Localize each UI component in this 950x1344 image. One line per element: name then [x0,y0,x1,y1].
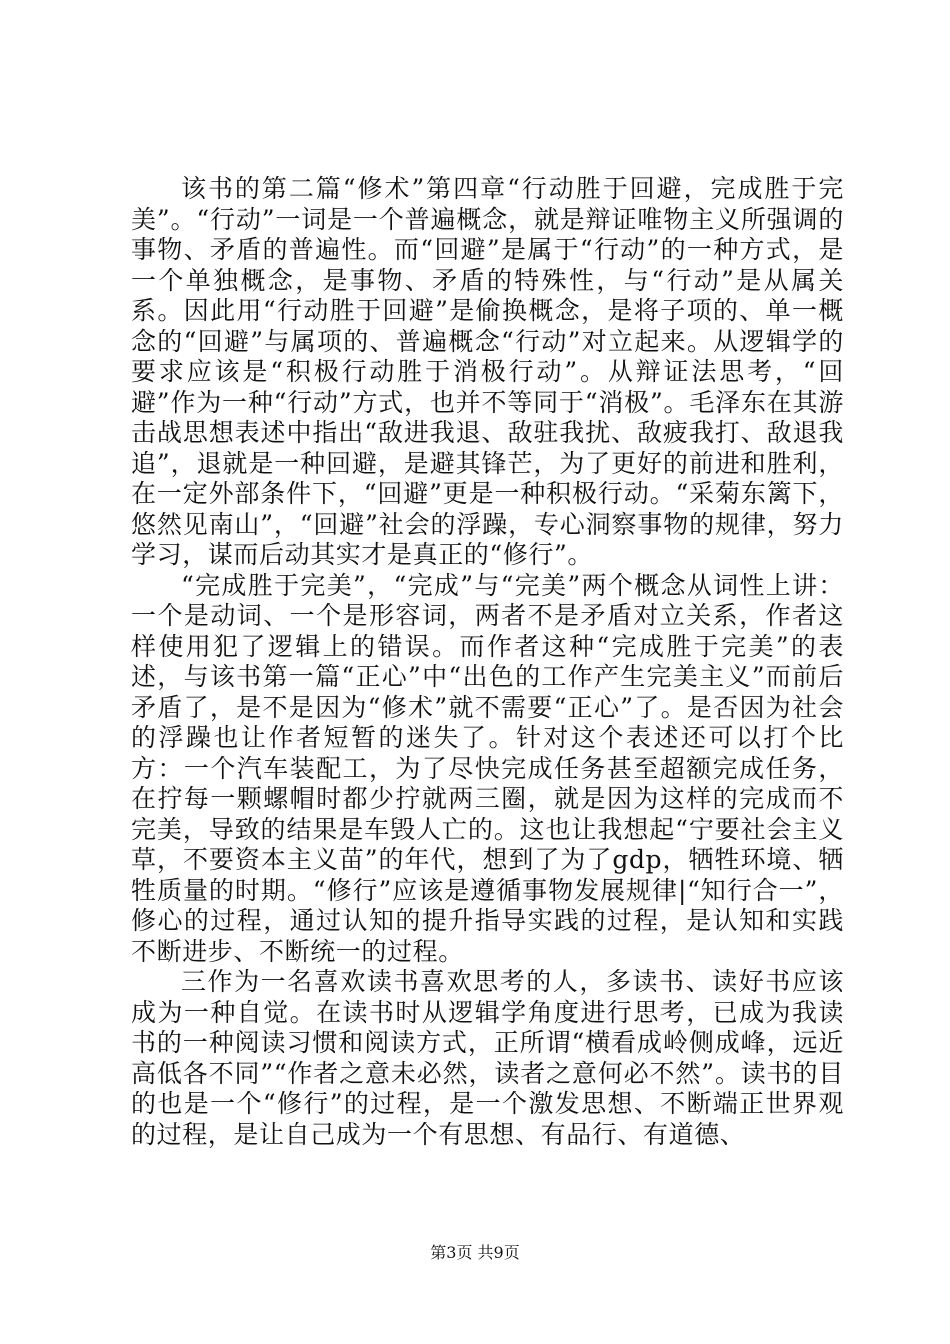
paragraph-1: 该书的第二篇“修术”第四章“行动胜于回避，完成胜于完美”。“行动”一词是一个普遍概念，就是辩证唯物主义所强调的事物、矛盾的普遍性。而“回避”是属于“行动”的一种方式，是一个单独概念，是事物、矛盾的特殊性，与“行动”是从属关系。因此用“行动胜于回避”是偷换概念，是将子项的、单一概念的“回避”与属项的、普遍概念“行动”对立起来。从逻辑学的要求应该是“积极行动胜于消极行动”。从辩证法思考，“回避”作为一种“行动”方式，也并不等同于“消极”。毛泽东在其游击战思想表述中指出“敌进我退、敌驻我扰、敌疲我打、敌退我追”，退就是一种回避，是避其锋芒，为了更好的前进和胜利，在一定外部条件下，“回避”更是一种积极行动。“采菊东篱下，悠然见南山”，“回避”社会的浮躁，专心洞察事物的规律，努力学习，谋而后动其实才是真正的“修行”。 [131,174,844,569]
body-text [131,174,844,1150]
paragraph-2: “完成胜于完美”，“完成”与“完美”两个概念从词性上讲：一个是动词、一个是形容词，两者不是矛盾对立关系，作者这样使用犯了逻辑上的错误。而作者这种“完成胜于完美”的表述，与该书第一篇“正心”中“出色的工作产生完美主义”而前后矛盾了，是不是因为“修术”就不需要“正心”了。是否因为社会的浮躁也让作者短暂的迷失了。针对这个表述还可以打个比方：一个汽车装配工，为了尽快完成任务甚至超额完成任务，在拧每一颗螺帽时都少拧就两三圈，就是因为这样的完成而不完美，导致的结果是车毁人亡的。这也让我想起“宁要社会主义草，不要资本主义苗”的年代，想到了为了gdp，牺牲环境、牺牲质量的时期。“修行”应该是遵循事物发展规律|“知行合一”，修心的过程，通过认知的提升指导实践的过程，是认知和实践不断进步、不断统一的过程。 [131,570,844,966]
paragraph-3: 三作为一名喜欢读书喜欢思考的人，多读书、读好书应该成为一种自觉。在读书时从逻辑学角度进行思考，已成为我读书的一种阅读习惯和阅读方式，正所谓“横看成岭侧成峰，远近高低各不同”“作者之意未必然，读者之意何必不然”。读书的目的也是一个“修行”的过程，是一个激发思想、不断端正世界观的过程，是让自己成为一个有思想、有品行、有道德、 [131,967,844,1149]
page-footer: 第3页 共9页 [430,1243,520,1262]
